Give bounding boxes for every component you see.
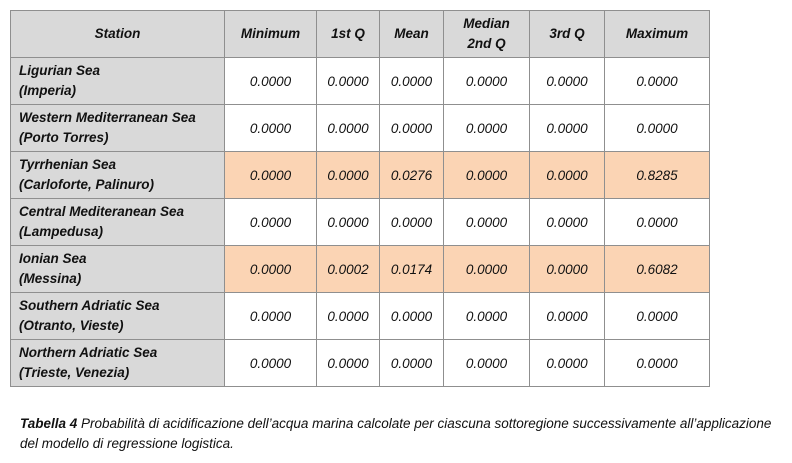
value-cell-maximum: 0.0000 bbox=[605, 293, 710, 340]
header-row bbox=[11, 11, 710, 58]
table-row bbox=[11, 246, 710, 293]
table-row bbox=[11, 105, 710, 152]
station-site: (Messina) bbox=[19, 271, 82, 286]
value-cell-mean: 0.0000 bbox=[380, 293, 444, 340]
station-site: (Otranto, Vieste) bbox=[19, 318, 124, 333]
station-region: Ionian Sea bbox=[19, 251, 87, 266]
station-region: Tyrrhenian Sea bbox=[19, 157, 117, 172]
station-site: (Imperia) bbox=[19, 83, 77, 98]
caption-text: Probabilità di acidificazione dell’acqua marina calcolate per ciascuna sottoregione successivamente all’applicazione del modello di regressione logistica. bbox=[20, 416, 772, 451]
value-cell-minimum: 0.0000 bbox=[225, 199, 317, 246]
station-cell bbox=[11, 152, 225, 199]
value-cell-mean: 0.0000 bbox=[380, 105, 444, 152]
value-cell-q3: 0.0000 bbox=[530, 105, 605, 152]
station-cell bbox=[11, 199, 225, 246]
value-cell-median: 0.0000 bbox=[444, 105, 530, 152]
station-site: (Carloforte, Palinuro) bbox=[19, 177, 155, 192]
station-region: Southern Adriatic Sea bbox=[19, 298, 160, 313]
value-cell-maximum: 0.8285 bbox=[605, 152, 710, 199]
value-cell-median: 0.0000 bbox=[444, 199, 530, 246]
statistics-table bbox=[10, 10, 710, 387]
value-cell-minimum: 0.0000 bbox=[225, 293, 317, 340]
station-cell bbox=[11, 246, 225, 293]
header-median bbox=[444, 11, 530, 58]
station-site: (Trieste, Venezia) bbox=[19, 365, 130, 380]
value-cell-mean: 0.0276 bbox=[380, 152, 444, 199]
value-cell-mean: 0.0000 bbox=[380, 340, 444, 387]
header-mean: Mean bbox=[380, 11, 444, 58]
value-cell-q1: 0.0000 bbox=[317, 199, 380, 246]
value-cell-median: 0.0000 bbox=[444, 246, 530, 293]
header-maximum: Maximum bbox=[605, 11, 710, 58]
station-cell bbox=[11, 293, 225, 340]
value-cell-q3: 0.0000 bbox=[530, 293, 605, 340]
station-cell bbox=[11, 58, 225, 105]
value-cell-maximum: 0.0000 bbox=[605, 58, 710, 105]
value-cell-maximum: 0.0000 bbox=[605, 340, 710, 387]
value-cell-q3: 0.0000 bbox=[530, 58, 605, 105]
station-cell bbox=[11, 105, 225, 152]
header-median-line1: Median bbox=[463, 16, 510, 31]
value-cell-median: 0.0000 bbox=[444, 58, 530, 105]
value-cell-minimum: 0.0000 bbox=[225, 340, 317, 387]
table-row bbox=[11, 340, 710, 387]
table-row bbox=[11, 58, 710, 105]
value-cell-maximum: 0.0000 bbox=[605, 199, 710, 246]
value-cell-minimum: 0.0000 bbox=[225, 105, 317, 152]
value-cell-minimum: 0.0000 bbox=[225, 246, 317, 293]
caption-label: Tabella 4 bbox=[20, 416, 78, 431]
header-station: Station bbox=[11, 11, 225, 58]
station-site: (Lampedusa) bbox=[19, 224, 104, 239]
value-cell-median: 0.0000 bbox=[444, 152, 530, 199]
station-region: Western Mediterranean Sea bbox=[19, 110, 196, 125]
value-cell-q3: 0.0000 bbox=[530, 199, 605, 246]
value-cell-q1: 0.0000 bbox=[317, 340, 380, 387]
value-cell-median: 0.0000 bbox=[444, 293, 530, 340]
table-row bbox=[11, 199, 710, 246]
station-cell bbox=[11, 340, 225, 387]
value-cell-q1: 0.0000 bbox=[317, 58, 380, 105]
value-cell-minimum: 0.0000 bbox=[225, 58, 317, 105]
value-cell-mean: 0.0000 bbox=[380, 58, 444, 105]
table-row bbox=[11, 293, 710, 340]
value-cell-q1: 0.0000 bbox=[317, 293, 380, 340]
table-row bbox=[11, 152, 710, 199]
station-site: (Porto Torres) bbox=[19, 130, 109, 145]
value-cell-mean: 0.0174 bbox=[380, 246, 444, 293]
header-minimum: Minimum bbox=[225, 11, 317, 58]
value-cell-minimum: 0.0000 bbox=[225, 152, 317, 199]
station-region: Northern Adriatic Sea bbox=[19, 345, 158, 360]
station-region: Ligurian Sea bbox=[19, 63, 101, 78]
value-cell-q3: 0.0000 bbox=[530, 340, 605, 387]
value-cell-q3: 0.0000 bbox=[530, 152, 605, 199]
value-cell-median: 0.0000 bbox=[444, 340, 530, 387]
value-cell-q1: 0.0002 bbox=[317, 246, 380, 293]
table-caption bbox=[20, 414, 780, 454]
value-cell-maximum: 0.0000 bbox=[605, 105, 710, 152]
value-cell-q1: 0.0000 bbox=[317, 105, 380, 152]
station-region: Central Mediteranean Sea bbox=[19, 204, 185, 219]
header-third-quartile: 3rd Q bbox=[530, 11, 605, 58]
header-median-line2: 2nd Q bbox=[467, 36, 506, 51]
value-cell-mean: 0.0000 bbox=[380, 199, 444, 246]
value-cell-q3: 0.0000 bbox=[530, 246, 605, 293]
value-cell-maximum: 0.6082 bbox=[605, 246, 710, 293]
value-cell-q1: 0.0000 bbox=[317, 152, 380, 199]
header-first-quartile: 1st Q bbox=[317, 11, 380, 58]
